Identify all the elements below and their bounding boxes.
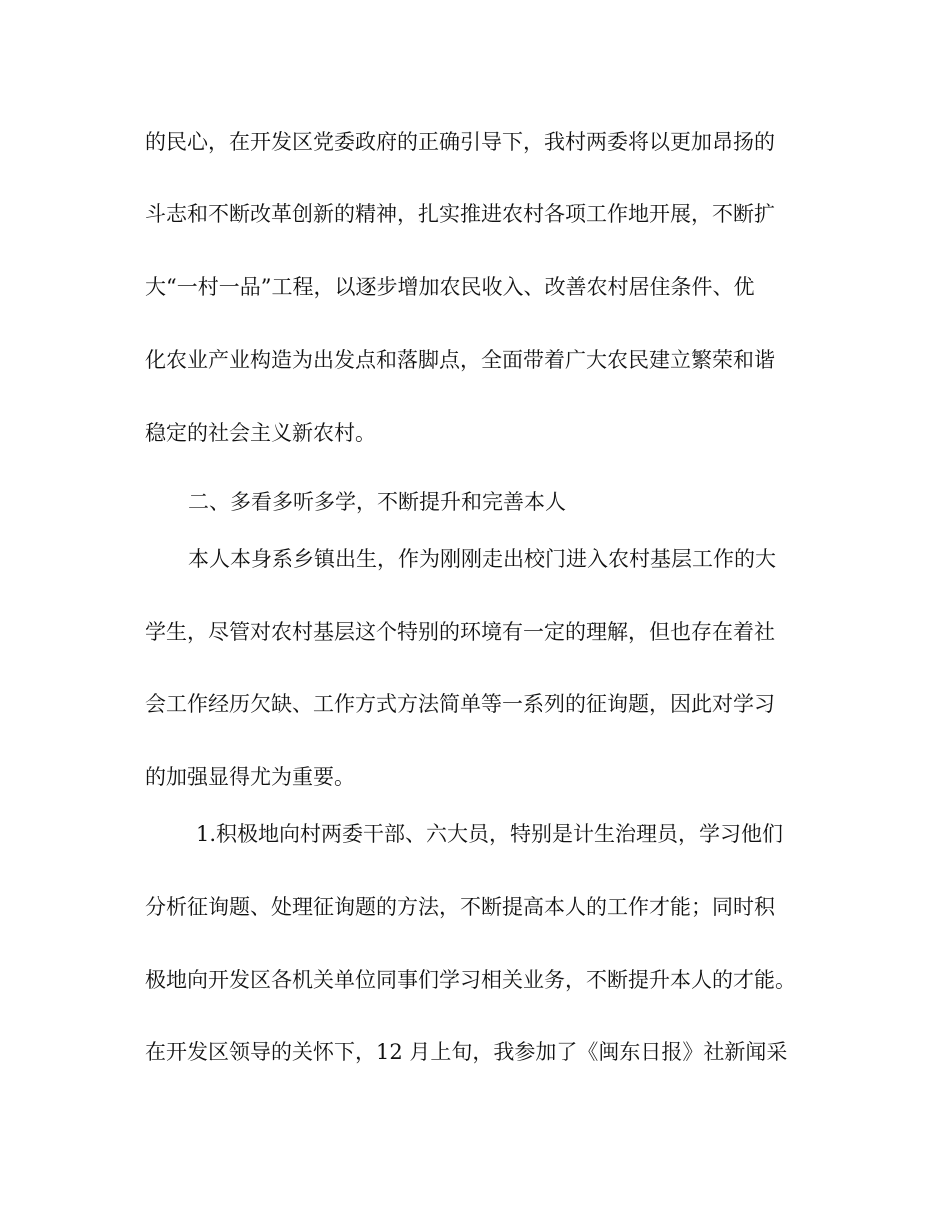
paragraph-line: 会工作经历欠缺、工作方式方法简单等一系列的征询题，因此对学习 (145, 692, 775, 716)
paragraph-line: 大“一村一品”工程，以逐步增加农民收入、改善农村居住条件、优 (145, 275, 755, 299)
list-item-line: 1.积极地向村两委干部、六大员，特别是计生治理员，学习他们 (196, 822, 784, 846)
paragraph-line: 的加强显得尤为重要。 (145, 765, 355, 789)
section-heading: 二、多看多听多学，不断提升和完善本人 (188, 490, 566, 514)
paragraph-line: 稳定的社会主义新农村。 (145, 421, 376, 445)
paragraph-line: 的民心，在开发区党委政府的正确引导下，我村两委将以更加昂扬的 (145, 130, 775, 154)
paragraph-line: 化农业产业构造为出发点和落脚点，全面带着广大农民建立繁荣和谐 (145, 348, 775, 372)
paragraph-line: 学生，尽管对农村基层这个特别的环境有一定的理解，但也存在着社 (145, 620, 775, 644)
paragraph-line: 分析征询题、处理征询题的方法，不断提高本人的工作才能；同时积 (145, 895, 775, 919)
paragraph-line: 在开发区领导的关怀下，12 月上旬，我参加了《闽东日报》社新闻采 (145, 1040, 788, 1064)
paragraph-line: 极地向开发区各机关单位同事们学习相关业务，不断提升本人的才能。 (145, 968, 796, 992)
paragraph-line: 斗志和不断改革创新的精神，扎实推进农村各项工作地开展，不断扩 (145, 202, 775, 226)
paragraph-line: 本人本身系乡镇出生，作为刚刚走出校门进入农村基层工作的大 (188, 547, 776, 571)
